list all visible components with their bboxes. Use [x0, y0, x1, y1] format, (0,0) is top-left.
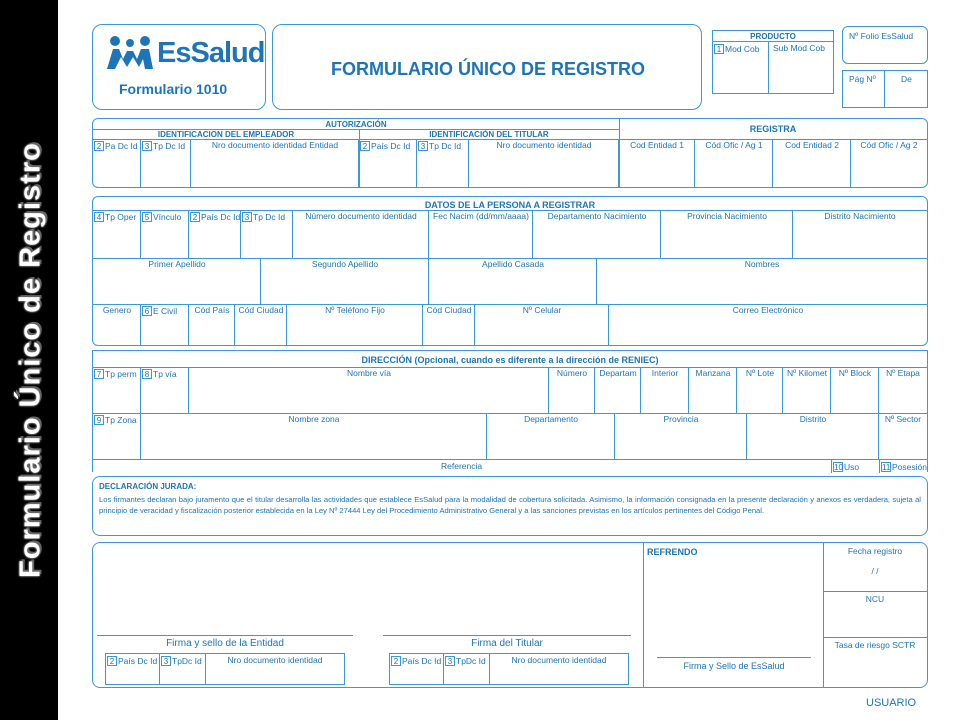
form-field[interactable]	[737, 367, 783, 413]
field-label	[94, 212, 136, 222]
field-label	[94, 141, 138, 151]
field-text: Tp Dc Id	[429, 141, 462, 151]
autorizacion-section	[92, 118, 928, 188]
page-box[interactable]	[842, 70, 928, 108]
field-label: Correo Electrónico	[732, 305, 804, 315]
field-label	[107, 656, 157, 666]
field-label: Número	[556, 368, 588, 378]
empleador-title: IDENTIFICACION DEL EMPLEADOR	[157, 130, 295, 139]
field-label: Nro documento identidad Entidad	[211, 140, 339, 150]
direccion-title: DIRECCIÓN (Opcional, cuando es diferente a la dirección de RENIEC)	[361, 355, 659, 365]
field-label	[418, 141, 461, 151]
form-field[interactable]	[695, 139, 773, 187]
form-field[interactable]	[141, 413, 487, 459]
form-field[interactable]	[206, 654, 344, 684]
field-label: Nº Teléfono Fijo	[325, 305, 385, 315]
form-field[interactable]	[235, 304, 287, 345]
entidad-doc-box[interactable]	[105, 653, 345, 685]
field-text: País Dc Id	[371, 141, 411, 151]
persona-title: DATOS DE LA PERSONA A REGISTRAR	[424, 200, 596, 210]
field-label: Primer Apellido	[148, 259, 206, 269]
form-field[interactable]	[423, 304, 475, 345]
declaracion-title: DECLARACIÓN JURADA:	[99, 482, 197, 491]
form-field[interactable]	[793, 210, 927, 258]
family-logo-icon	[105, 35, 155, 71]
field-label: Cód País	[194, 305, 230, 315]
field-label: Distrito Nacimiento	[824, 211, 896, 221]
form-field[interactable]	[93, 210, 141, 258]
field-number: 3	[418, 141, 428, 151]
form-field[interactable]	[189, 367, 549, 413]
tasa-riesgo-label: Tasa de riesgo SCTR	[834, 640, 916, 650]
field-label: Nº Kilomet	[787, 368, 827, 378]
producto-box	[712, 30, 834, 94]
posesion-label: Posesión	[892, 462, 927, 472]
field-label: Cód Ofic / Ag 2	[860, 140, 918, 150]
form-field[interactable]	[773, 139, 851, 187]
ncu-label: NCU	[865, 594, 885, 604]
field-number: 2	[391, 656, 401, 666]
field-label: Nº Lote	[745, 368, 775, 378]
form-field[interactable]	[390, 654, 444, 684]
fecha-registro-value[interactable]: / /	[871, 566, 879, 576]
de-label: De	[901, 74, 912, 84]
field-text: Tp Dc Id	[253, 212, 286, 222]
field-number: 1	[714, 44, 724, 54]
form-field[interactable]	[417, 139, 469, 187]
side-title: Formulario Único de Registro	[14, 142, 47, 578]
field-label: Cód Ciudad	[426, 305, 472, 315]
field-label: Número documento identidad	[305, 211, 417, 221]
field-number: 8	[142, 369, 152, 379]
field-label	[445, 656, 486, 666]
form-field[interactable]	[191, 139, 359, 187]
form-field[interactable]	[490, 654, 628, 684]
form-field[interactable]	[609, 304, 927, 345]
field-label: Nº Sector	[884, 414, 922, 424]
usuario-label: USUARIO	[866, 697, 917, 709]
field-label: Segundo Apellido	[311, 259, 379, 269]
field-number: 5	[142, 212, 152, 222]
producto-title: PRODUCTO	[713, 32, 833, 42]
field-number: 3	[142, 141, 152, 151]
field-label: Nombre zona	[288, 414, 340, 424]
field-text: E Civil	[153, 306, 178, 316]
field-label	[94, 415, 137, 425]
field-label: Cód Ciudad	[238, 305, 284, 315]
field-number: 2	[94, 141, 104, 151]
form-field[interactable]	[241, 210, 293, 258]
title-box	[272, 24, 702, 110]
field-number: 3	[161, 656, 171, 666]
registra-title: REGISTRA	[749, 124, 797, 134]
field-label: Nombres	[744, 259, 780, 269]
titular-title: IDENTIFICACIÓN DEL TITULAR	[429, 130, 549, 139]
field-label	[190, 212, 240, 222]
form-field[interactable]	[469, 139, 619, 187]
form-field[interactable]	[689, 367, 737, 413]
form-field[interactable]	[444, 654, 490, 684]
field-text: TpDc Id	[172, 656, 202, 666]
form-field[interactable]	[475, 304, 609, 345]
field-label	[142, 141, 185, 151]
refrendo-label: REFRENDO	[647, 547, 698, 557]
pag-label: Pág Nº	[849, 74, 876, 84]
field-label: Provincia Nacimiento	[687, 211, 767, 221]
field-number: 2	[360, 141, 370, 151]
field-label	[142, 306, 177, 316]
fecha-registro-label: Fecha registro	[847, 546, 903, 556]
field-label	[94, 369, 137, 379]
sidebar	[0, 0, 58, 720]
referencia-label: Referencia	[441, 461, 483, 471]
field-number: 9	[94, 415, 104, 425]
field-label: Apellido Casada	[482, 259, 544, 269]
field-label: Departamento Nacimiento	[547, 211, 647, 221]
field-label: Cód Ofic / Ag 1	[705, 140, 763, 150]
form-field[interactable]	[141, 139, 191, 187]
form-field[interactable]	[597, 258, 927, 304]
folio-box[interactable]	[842, 26, 928, 64]
field-label: Departamento	[524, 414, 578, 424]
form-field[interactable]	[141, 304, 189, 345]
field-number: 2	[107, 656, 117, 666]
form-field[interactable]	[747, 413, 879, 459]
field-number: 7	[94, 369, 104, 379]
field-text: Tp Zona	[105, 415, 137, 425]
form-field[interactable]	[533, 210, 661, 258]
field-label	[142, 212, 181, 222]
folio-label: Nº Folio EsSalud	[849, 31, 914, 41]
firma-entidad-label: Firma y sello de la Entidad	[166, 638, 284, 649]
form-field[interactable]	[615, 413, 747, 459]
registration-form	[58, 0, 960, 720]
field-label	[242, 212, 285, 222]
field-label	[360, 141, 410, 151]
form-field[interactable]	[851, 139, 927, 187]
form-field[interactable]	[641, 367, 689, 413]
form-field[interactable]	[141, 367, 189, 413]
field-label: Distrito	[799, 414, 827, 424]
field-text: Pa Dc Id	[105, 141, 138, 151]
uso-label: Uso	[844, 462, 860, 472]
form-title: FORMULARIO ÚNICO DE REGISTRO	[331, 59, 645, 79]
field-text: TpDc Id	[456, 656, 486, 666]
field-label: Nº Block	[838, 368, 872, 378]
form-field[interactable]	[429, 210, 533, 258]
form-field[interactable]	[141, 210, 189, 258]
field-text: Tp Dc Id	[153, 141, 186, 151]
field-label: Provincia	[663, 414, 699, 424]
direccion-section	[92, 350, 928, 472]
field-text: Vínculo	[153, 212, 182, 222]
form-field[interactable]	[429, 258, 597, 304]
field-text: Tp Oper	[105, 212, 137, 222]
persona-section	[92, 196, 928, 346]
form-field[interactable]	[189, 304, 235, 345]
field-label: Cod Entidad 1	[630, 140, 684, 150]
field-label: Nº Etapa	[886, 368, 920, 378]
field-text: País Dc Id	[118, 656, 158, 666]
field-label: Nº Celular	[522, 305, 562, 315]
form-field[interactable]	[293, 210, 429, 258]
field-label: Cod Entidad 2	[785, 140, 839, 150]
form-field[interactable]	[93, 367, 141, 413]
form-field[interactable]	[879, 367, 927, 413]
form-field[interactable]	[93, 139, 141, 187]
firma-essalud-label: Firma y Sello de EsSalud	[683, 661, 785, 671]
field-number: 3	[242, 212, 252, 222]
logo-box	[92, 24, 266, 110]
form-field[interactable]	[487, 413, 615, 459]
form-field[interactable]	[160, 654, 206, 684]
form-number: Formulario 1010	[119, 81, 228, 97]
form-field[interactable]	[831, 367, 879, 413]
field-label: Interior	[651, 368, 679, 378]
field-label: Manzana	[695, 368, 731, 378]
field-text: Tp vía	[153, 369, 177, 379]
form-field[interactable]	[619, 139, 695, 187]
form-field[interactable]	[261, 258, 429, 304]
field-number: 3	[445, 656, 455, 666]
form-field[interactable]	[879, 413, 927, 459]
field-label: Nro documento identidad	[227, 655, 323, 665]
form-field[interactable]	[93, 258, 261, 304]
field-label: Nro documento identidad	[496, 140, 592, 150]
field-text: Tp perm	[105, 369, 137, 379]
sub-mod-cob-label: Sub Mod Cob	[773, 43, 825, 53]
autorizacion-title: AUTORIZACIÓN	[325, 120, 387, 129]
field-number: 10	[834, 463, 843, 472]
declaracion-section	[92, 476, 928, 536]
form-field[interactable]	[189, 210, 241, 258]
field-label	[161, 656, 202, 666]
firma-titular-label: Firma del Titular	[471, 638, 543, 649]
form-field[interactable]	[549, 367, 595, 413]
field-number: 4	[94, 212, 104, 222]
form-field[interactable]	[106, 654, 160, 684]
form-field[interactable]	[359, 139, 417, 187]
form-field[interactable]	[661, 210, 793, 258]
field-label: Nombre vía	[347, 368, 391, 378]
field-text: País Dc Id	[201, 212, 241, 222]
titular-doc-box[interactable]	[389, 653, 629, 685]
form-field[interactable]	[93, 304, 141, 345]
brand-name: EsSalud	[157, 37, 265, 69]
field-label	[391, 656, 441, 666]
field-label: Fec Nacim (dd/mm/aaaa)	[433, 211, 529, 221]
form-field[interactable]	[595, 367, 641, 413]
mod-cob-label: Mod Cob	[725, 44, 760, 54]
field-label: Genero	[102, 305, 132, 315]
form-field[interactable]	[783, 367, 831, 413]
form-field[interactable]	[93, 413, 141, 459]
field-number: 6	[142, 306, 152, 316]
field-label: Nro documento identidad	[511, 655, 607, 665]
field-number: 2	[190, 212, 200, 222]
firmas-section	[92, 542, 928, 688]
field-text: País Dc Id	[402, 656, 442, 666]
field-label: Departam	[599, 368, 637, 378]
field-label	[142, 369, 177, 379]
form-field[interactable]	[287, 304, 423, 345]
field-number: 11	[882, 463, 891, 472]
declaracion-text: Los firmantes declaran bajo juramento que el titular desarrolla las actividades que establece EsSalud para la modalidad de cobertura solicitada. Asimismo, la información consignada en la presente declaración y anexos es verdadera, sujeta al principio de veracidad y fiscalización posterior establecida en la Ley Nº 27444 Ley del Procedimiento Administrativo General y a las sanciones previstas en los artículos pertinentes del Código Penal.	[99, 495, 921, 515]
